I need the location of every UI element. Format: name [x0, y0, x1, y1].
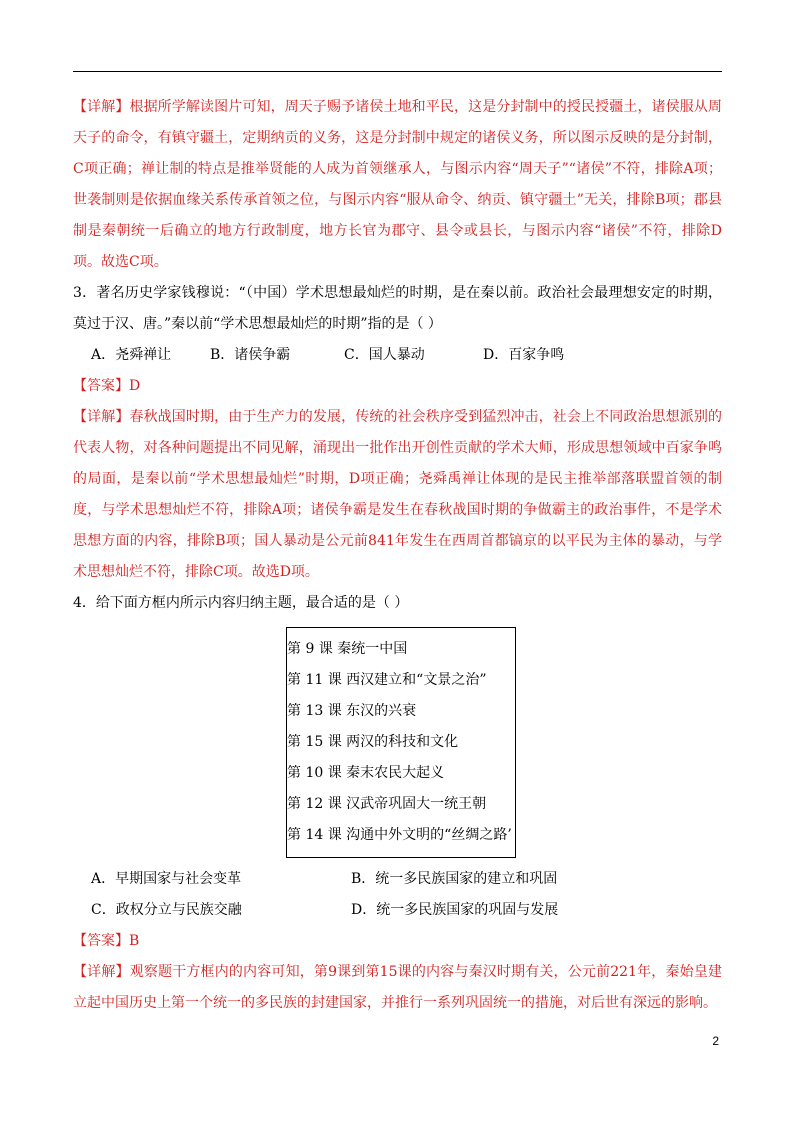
- box-item: 第 9 课 秦统一中国: [287, 641, 408, 657]
- explain-label: 【详解】: [73, 964, 130, 980]
- q3-stem: 3．著名历史学家钱穆说：“（中国）学术思想最灿烂的时期，是在秦以前。政治社会最理想安定的时期，莫过于汉、唐。”秦以前“学术思想最灿烂的时期”指的是（ ）: [73, 285, 722, 332]
- q4-content-box: [286, 627, 516, 858]
- answer-label: 【答案】: [73, 378, 129, 394]
- explain-label: 【详解】: [73, 409, 130, 425]
- q4-option-d: D．统一多民族国家的巩固与发展: [351, 902, 559, 918]
- q3-option-d: D．百家争鸣: [483, 347, 565, 363]
- q3-option-a: A．尧舜禅让: [91, 347, 172, 363]
- q3-answer: [73, 371, 722, 402]
- q4-option-c: C．政权分立与民族交融: [91, 902, 242, 918]
- q4-options-row1: [73, 864, 722, 895]
- explain-text: 春秋战国时期，由于生产力的发展，传统的社会秩序受到猛烈冲击，社会上不同政治思想派别的代表人物，对各种问题提出不同见解，涌现出一批作出开创性贡献的学术大师，形成思想领域中百家争鸣的局面，是秦以前“学术思想最灿烂”时期，D项正确；尧舜禹禅让体现的是民主推举部落联盟首领的制度，与学术思想灿烂不符，排除A项；诸侯争霸是发生在春秋战国时期的争做霸主的政治事件，不是学术思想方面的内容，排除B项；国人暴动是公元前841年发生在西周首都镐京的以平民为主体的暴动，与学术思想灿烂不符，排除C项。故选D项。: [73, 409, 723, 580]
- answer-value: B: [129, 933, 140, 949]
- prev-explanation: [73, 92, 722, 278]
- q4-answer: [73, 926, 722, 957]
- q3-option-b: B．诸侯争霸: [210, 347, 291, 363]
- box-item: 第 14 课 沟通中外文明的“丝绸之路’: [287, 827, 512, 843]
- answer-label: 【答案】: [73, 933, 129, 949]
- box-item: 第 15 课 两汉的科技和文化: [287, 734, 459, 750]
- q4-options-row2: [73, 895, 722, 926]
- q4-explanation: [73, 957, 722, 1019]
- explain-text: 根据所学解读图片可知，周天子赐予诸侯土地和平民，这是分封制中的授民授疆土，诸侯服从周天子的命令，有镇守疆土，定期纳贡的义务，这是分封制中规定的诸侯义务，所以图示反映的是分封制，C项正确；禅让制的特点是推举贤能的人成为首领继承人，与图示内容“周天子”“诸侯”不符，排除A项；世袭制则是依据血缘关系传承首领之位，与图示内容“服从命令、纳贡、镇守疆土”无关，排除B项；郡县制是秦朝统一后确立的地方行政制度，地方长官为郡守、县令或县长，与图示内容“诸侯”不符，排除D项。故选C项。: [73, 99, 723, 270]
- answer-value: D: [129, 378, 141, 394]
- box-item: 第 11 课 西汉建立和“文景之治”: [287, 672, 487, 688]
- q3-options: [73, 340, 722, 371]
- q4-option-b: B．统一多民族国家的建立和巩固: [351, 871, 558, 887]
- explain-label: 【详解】: [73, 99, 130, 115]
- page-number: 2: [712, 1034, 719, 1048]
- q4-stem: 4．给下面方框内所示内容归纳主题，最合适的是（ ）: [73, 595, 409, 611]
- q4-option-a: A．早期国家与社会变革: [91, 871, 242, 887]
- page-content: [73, 92, 722, 1019]
- q3-option-c: C．国人暴动: [344, 347, 425, 363]
- box-item: 第 10 课 秦末农民大起义: [287, 765, 445, 781]
- q3-explanation: [73, 402, 722, 588]
- box-item: 第 13 课 东汉的兴衰: [287, 703, 417, 719]
- box-item: 第 12 课 汉武帝巩固大一统王朝: [287, 796, 487, 812]
- header-rule: [73, 71, 722, 72]
- explain-text: 观察题干方框内的内容可知，第9课到第15课的内容与秦汉时期有关，公元前221年，秦始皇建立起中国历史上第一个统一的多民族的封建国家，并推行一系列巩固统一的措施，对后世有深远的影响。: [73, 964, 722, 1011]
